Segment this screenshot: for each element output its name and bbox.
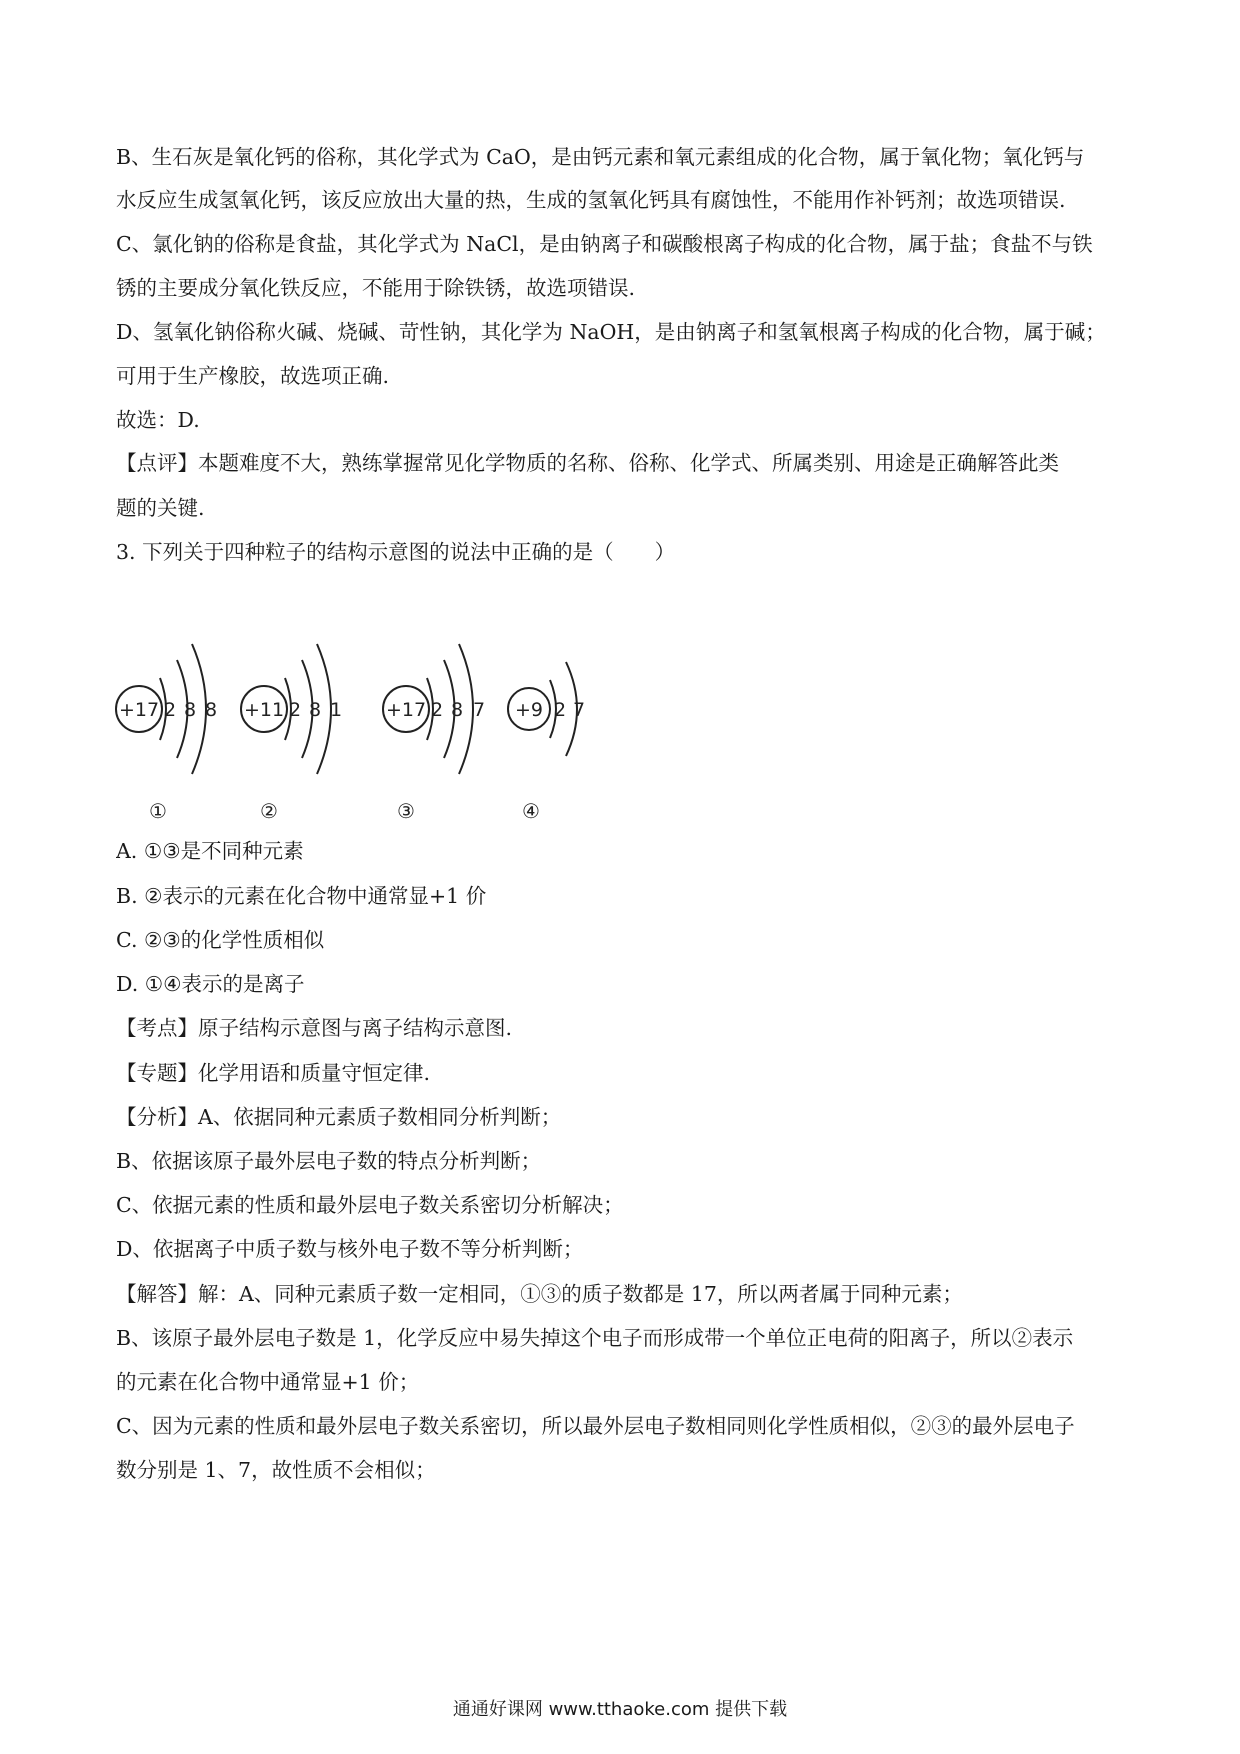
solution-line: 【解答】解：A、同种元素质子数一定相同，①③的质子数都是 17，所以两者属于同种元素； bbox=[116, 1282, 963, 1306]
option-c: C. ②③的化学性质相似 bbox=[116, 928, 325, 952]
shell-electron-count: 2 bbox=[553, 699, 567, 721]
nucleus-charge: +17 bbox=[385, 699, 427, 721]
knowledge-point: 【考点】原子结构示意图与离子结构示意图. bbox=[116, 1016, 513, 1040]
particle-label: ④ bbox=[522, 799, 540, 823]
nucleus-charge: +9 bbox=[514, 699, 544, 721]
solution-line: C、因为元素的性质和最外层电子数关系密切，所以最外层电子数相同则化学性质相似，②③的最外层电子 bbox=[116, 1414, 1075, 1438]
comment-line: 题的关键. bbox=[116, 496, 205, 520]
atomic-structure-diagram bbox=[108, 632, 638, 832]
particle-label: ③ bbox=[397, 799, 415, 823]
shell-electron-count: 7 bbox=[572, 699, 586, 721]
shell-electron-count: 1 bbox=[329, 699, 343, 721]
shell-electron-count: 8 bbox=[204, 699, 218, 721]
option-a: A. ①③是不同种元素 bbox=[116, 839, 304, 863]
option-d: D. ①④表示的是离子 bbox=[116, 972, 305, 996]
analysis-line: B、依据该原子最外层电子数的特点分析判断； bbox=[116, 1149, 542, 1173]
topic-line: 【专题】化学用语和质量守恒定律. bbox=[116, 1061, 431, 1085]
solution-line: 数分别是 1、7，故性质不会相似； bbox=[116, 1458, 436, 1482]
shell-electron-count: 2 bbox=[430, 699, 444, 721]
text-line: 锈的主要成分氧化铁反应，不能用于除铁锈，故选项错误. bbox=[116, 276, 636, 300]
particle-label: ② bbox=[260, 799, 278, 823]
shell-electron-count: 7 bbox=[472, 699, 486, 721]
text-line: C、氯化钠的俗称是食盐，其化学式为 NaCl，是由钠离子和碳酸根离子构成的化合物，属于盐；食盐不与铁 bbox=[116, 232, 1093, 256]
answer-line: 故选：D. bbox=[116, 408, 200, 432]
page-footer: 通通好课网 www.tthaoke.com 提供下载 bbox=[452, 1699, 788, 1720]
nucleus-charge: +11 bbox=[243, 699, 285, 721]
shell-electron-count: 8 bbox=[450, 699, 464, 721]
particle-label: ① bbox=[149, 799, 167, 823]
text-line: 水反应生成氢氧化钙，该反应放出大量的热，生成的氢氧化钙具有腐蚀性，不能用作补钙剂；故选项错误. bbox=[116, 188, 1066, 212]
shell-electron-count: 8 bbox=[183, 699, 197, 721]
shell-electron-count: 2 bbox=[163, 699, 177, 721]
text-line: B、生石灰是氧化钙的俗称，其化学式为 CaO，是由钙元素和氧元素组成的化合物，属于氧化物；氧化钙与 bbox=[116, 145, 1085, 169]
text-line: 可用于生产橡胶，故选项正确. bbox=[116, 364, 390, 388]
shell-electron-count: 2 bbox=[288, 699, 302, 721]
option-b: B. ②表示的元素在化合物中通常显+1 价 bbox=[116, 884, 487, 908]
analysis-line: D、依据离子中质子数与核外电子数不等分析判断； bbox=[116, 1237, 584, 1261]
text-line: D、氢氧化钠俗称火碱、烧碱、苛性钠，其化学为 NaOH，是由钠离子和氢氧根离子构成的化合物，属于碱； bbox=[116, 320, 1106, 344]
comment-line: 【点评】本题难度不大，熟练掌握常见化学物质的名称、俗称、化学式、所属类别、用途是正确解答此类 bbox=[116, 451, 1059, 475]
solution-line: B、该原子最外层电子数是 1，化学反应中易失掉这个电子而形成带一个单位正电荷的阳离子，所以②表示 bbox=[116, 1326, 1074, 1350]
analysis-line: C、依据元素的性质和最外层电子数关系密切分析解决； bbox=[116, 1193, 624, 1217]
shell-electron-count: 8 bbox=[308, 699, 322, 721]
nucleus-charge: +17 bbox=[118, 699, 160, 721]
question-title: 3. 下列关于四种粒子的结构示意图的说法中正确的是（ ） bbox=[116, 540, 676, 564]
solution-line: 的元素在化合物中通常显+1 价； bbox=[116, 1370, 420, 1394]
analysis-line: 【分析】A、依据同种元素质子数相同分析判断； bbox=[116, 1105, 562, 1129]
